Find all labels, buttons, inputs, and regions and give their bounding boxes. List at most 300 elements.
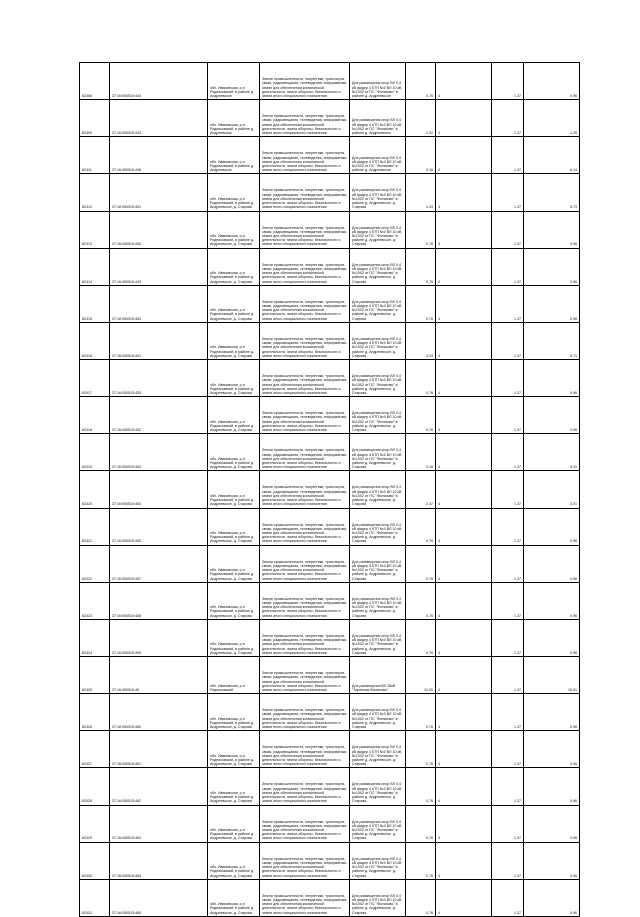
- rate-cell: [491, 806, 523, 842]
- row-number-cell: [79, 806, 109, 842]
- land-category-cell: [259, 583, 349, 619]
- unit-text: 4: [438, 613, 440, 618]
- cadastral-number-cell: [109, 546, 207, 582]
- land-category-cell: [259, 360, 349, 396]
- address-text: обл. Ивановская, р-н Родниковский, в районе д. Андреевское, д. Старова: [210, 865, 255, 878]
- cadastral-number-cell: [109, 768, 207, 804]
- cadastral-number-text: 37:16:050515:457: [112, 576, 141, 581]
- cadastral-number-text: 37:16:050515:454: [112, 465, 141, 470]
- unit-text: 4: [438, 205, 440, 210]
- area-text: 0,76: [426, 428, 433, 433]
- address-cell: [207, 471, 259, 507]
- total-cell: [523, 694, 580, 730]
- area-text: 2,47: [426, 502, 433, 507]
- unit-cell: [435, 806, 491, 842]
- permitted-use-cell: [349, 323, 405, 359]
- cadastral-number-cell: [109, 731, 207, 767]
- rate-text: 1,37: [514, 465, 521, 470]
- unit-text: 4: [438, 836, 440, 841]
- row-number-cell: [79, 174, 109, 210]
- permitted-use-text: Для размещения опор ВЛ 0,4 кВ фидер 4 КТП №0 ВЛ 10 кВ №1002 от ПС "Филисово" в районе д. Андреевское, д. Старова: [352, 745, 402, 767]
- area-cell: [405, 397, 435, 433]
- area-text: 0,76: [426, 762, 433, 767]
- total-text: 0,96: [570, 836, 577, 841]
- total-text: 6,14: [570, 168, 577, 173]
- address-text: обл. Ивановская, р-н Родниковский, в районе д. Андреевское, д. Старова: [210, 568, 255, 581]
- total-text: 0,96: [570, 873, 577, 878]
- total-text: 0,96: [570, 242, 577, 247]
- rate-text: 1,37: [514, 205, 521, 210]
- land-category-text: Земли промышленности, энергетики, транспорта, связи, радиовещания, телевидения, информатики, земли для обеспечения космической деятельности, земли обороны, безопасности и земли иного специального назначения: [262, 745, 348, 767]
- total-text: 0,96: [570, 725, 577, 730]
- permitted-use-cell: [349, 731, 405, 767]
- land-category-text: Земли промышленности, энергетики, транспорта, связи, радиовещания, телевидения, информатики, земли для обеспечения космической деятельности, земли обороны, безопасности и земли иного специального назначения: [262, 485, 348, 507]
- row-number-text: 82421: [82, 539, 92, 544]
- land-category-cell: [259, 249, 349, 285]
- unit-cell: [435, 397, 491, 433]
- land-category-cell: [259, 471, 349, 507]
- area-text: 0,76: [426, 390, 433, 395]
- rate-text: 1,37: [514, 353, 521, 358]
- table-row: [79, 880, 580, 917]
- area-text: 0,76: [426, 279, 433, 284]
- row-number-cell: [79, 360, 109, 396]
- cadastral-number-text: 37:16:050515:460: [112, 725, 141, 730]
- cadastral-number-cell: [109, 63, 207, 99]
- cadastral-number-cell: [109, 397, 207, 433]
- rate-text: 1,37: [514, 576, 521, 581]
- table-row: [79, 843, 580, 880]
- land-category-cell: [259, 286, 349, 322]
- row-number-cell: [79, 286, 109, 322]
- land-category-cell: [259, 843, 349, 879]
- cadastral-number-cell: [109, 471, 207, 507]
- address-text: обл. Ивановская, р-н Родниковский, в районе д. Андреевское, д. Старова: [210, 790, 255, 804]
- cadastral-number-text: 37:16:050515:452: [112, 428, 141, 433]
- unit-text: 4: [438, 539, 440, 544]
- address-text: обл. Ивановская, р-н Родниковский, в районе д. Андреевское, д. Старова: [210, 753, 255, 767]
- land-category-text: Земли промышленности, энергетики, транспорта, связи, радиовещания, телевидения, информатики, земли для обеспечения космической деятельности, земли обороны, безопасности и земли иного специального назначения: [262, 262, 348, 284]
- cadastral-number-text: 37:16:050515:459: [112, 650, 141, 655]
- address-text: обл. Ивановская, р-н Родниковский, в районе д. Андреевское, д. Старова: [210, 419, 255, 433]
- address-cell: [207, 434, 259, 470]
- cadastral-number-cell: [109, 694, 207, 730]
- permitted-use-cell: [349, 212, 405, 248]
- land-category-cell: [259, 806, 349, 842]
- total-cell: [523, 434, 580, 470]
- cadastral-number-text: 37:16:050515:465: [112, 910, 141, 915]
- total-cell: [523, 731, 580, 767]
- address-text: обл. Ивановская, р-н Родниковский, в районе д. Андреевское, д. Старова: [210, 345, 255, 358]
- cadastral-number-text: 37:16:050515:462: [112, 799, 141, 804]
- table-row: [79, 100, 580, 137]
- row-number-text: 82417: [82, 390, 92, 395]
- land-category-cell: [259, 397, 349, 433]
- total-cell: [523, 546, 580, 582]
- unit-text: 4: [438, 650, 440, 655]
- land-category-text: Земли промышленности, энергетики, транспорта, связи, радиовещания, телевидения, информатики, земли для обеспечения космической деятельности, земли обороны, безопасности и земли иного специального назначения: [262, 225, 348, 247]
- rate-cell: [491, 249, 523, 285]
- total-cell: [523, 583, 580, 619]
- unit-cell: [435, 174, 491, 210]
- unit-text: 4: [438, 428, 440, 433]
- permitted-use-cell: [349, 360, 405, 396]
- total-cell: [523, 212, 580, 248]
- address-text: обл. Ивановская, р-н Родниковский, в районе д. Андреевское, д. Старова: [210, 271, 255, 284]
- address-cell: [207, 212, 259, 248]
- row-number-text: 82425: [82, 687, 92, 692]
- table-row: [79, 546, 580, 583]
- area-cell: [405, 471, 435, 507]
- cadastral-number-text: 37:16:050515:455: [112, 390, 141, 395]
- cadastral-number-cell: [109, 583, 207, 619]
- unit-cell: [435, 360, 491, 396]
- address-text: обл. Ивановская, р-н Родниковский, в районе д. Андреевское: [210, 159, 255, 173]
- rate-text: 1,37: [514, 873, 521, 878]
- land-category-cell: [259, 546, 349, 582]
- cadastral-number-cell: [109, 843, 207, 879]
- area-text: 4,33: [426, 205, 433, 210]
- permitted-use-text: Для размещения опор ВЛ 0,4 кВ фидер 4 КТП №0 ВЛ 10 кВ №1002 от ПС "Филисово" в районе д. Андреевское: [352, 81, 402, 98]
- total-text: 5,73: [570, 205, 577, 210]
- area-text: 3,16: [426, 168, 433, 173]
- rate-text: 1,37: [514, 168, 521, 173]
- address-cell: [207, 286, 259, 322]
- address-text: обл. Ивановская, р-н Родниковский, в районе д. Андреевское, д. Старова: [210, 308, 255, 321]
- address-cell: [207, 63, 259, 99]
- table-row: [79, 768, 580, 805]
- total-cell: [523, 360, 580, 396]
- area-cell: [405, 286, 435, 322]
- table-row: [79, 509, 580, 546]
- address-cell: [207, 583, 259, 619]
- rate-text: 1,37: [514, 539, 521, 544]
- total-text: 0,96: [570, 613, 577, 618]
- row-number-text: 82408: [82, 93, 92, 98]
- rate-cell: [491, 397, 523, 433]
- unit-text: 4: [438, 168, 440, 173]
- permitted-use-cell: [349, 806, 405, 842]
- unit-cell: [435, 583, 491, 619]
- address-text: обл. Ивановская, р-н Родниковский, в районе д. Андреевское, д. Старова: [210, 828, 255, 841]
- area-cell: [405, 137, 435, 173]
- unit-cell: [435, 212, 491, 248]
- area-text: 2,02: [426, 131, 433, 136]
- total-text: 0,96: [570, 650, 577, 655]
- unit-cell: [435, 843, 491, 879]
- cadastral-number-text: 37:16:050515:449: [112, 279, 141, 284]
- area-cell: [405, 509, 435, 545]
- total-text: 0,96: [570, 576, 577, 581]
- land-category-cell: [259, 657, 349, 693]
- row-number-cell: [79, 137, 109, 173]
- area-text: 0,76: [426, 910, 433, 915]
- address-text: обл. Ивановская, р-н Родниковский, в районе д. Андреевское, д. Старова: [210, 902, 255, 915]
- address-cell: [207, 174, 259, 210]
- area-text: 0,76: [426, 725, 433, 730]
- land-plots-table: [79, 62, 580, 915]
- total-text: 0,96: [570, 799, 577, 804]
- unit-text: 4: [438, 353, 440, 358]
- table-row: [79, 249, 580, 286]
- permitted-use-cell: [349, 620, 405, 656]
- cadastral-number-cell: [109, 323, 207, 359]
- row-number-text: 82430: [82, 873, 92, 878]
- table-row: [79, 657, 580, 694]
- area-text: 0,76: [426, 613, 433, 618]
- permitted-use-cell: [349, 583, 405, 619]
- address-text: обл. Ивановская, р-н Родниковский, в районе д. Андреевское, д. Старова: [210, 531, 255, 544]
- land-category-text: Земли промышленности, энергетики, транспорта, связи, радиовещания, телевидения, информатики, земли для обеспечения космической деятельности, земли обороны, безопасности и земли иного специального назначения: [262, 893, 348, 915]
- unit-cell: [435, 323, 491, 359]
- total-cell: [523, 137, 580, 173]
- land-category-cell: [259, 731, 349, 767]
- total-cell: [523, 806, 580, 842]
- land-category-text: Земли промышленности, энергетики, транспорта, связи, радиовещания, телевидения, информатики, земли для обеспечения космической деятельности, земли обороны, безопасности и земли иного специального назначения: [262, 596, 348, 618]
- area-cell: [405, 620, 435, 656]
- unit-cell: [435, 100, 491, 136]
- row-number-cell: [79, 620, 109, 656]
- row-number-text: 82431: [82, 910, 92, 915]
- land-category-text: Земли промышленности, энергетики, транспорта, связи, радиовещания, телевидения, информатики, земли для обеспечения космической деятельности, земли обороны, безопасности и земли иного специального назначения: [262, 77, 348, 98]
- rate-cell: [491, 694, 523, 730]
- rate-text: 1,37: [514, 390, 521, 395]
- cadastral-number-cell: [109, 806, 207, 842]
- cadastral-number-cell: [109, 249, 207, 285]
- address-text: обл. Ивановская, р-н Родниковский, в районе д. Андреевское: [210, 122, 255, 136]
- row-number-text: 82414: [82, 279, 92, 284]
- area-cell: [405, 100, 435, 136]
- total-text: 3,01: [570, 502, 577, 507]
- land-category-text: Земли промышленности, энергетики, транспорта, связи, радиовещания, телевидения, информатики, земли для обеспечения космической деятельности, земли обороны, безопасности и земли иного специального назначения: [262, 633, 348, 655]
- address-cell: [207, 397, 259, 433]
- unit-text: 4: [438, 279, 440, 284]
- permitted-use-text: Для размещения опор ВЛ 0,4 кВ фидер 4 КТП №0 ВЛ 10 кВ №1002 от ПС "Филисово" в районе д. Андреевское, д. Старова: [352, 262, 402, 284]
- table-row: [79, 806, 580, 843]
- rate-text: 1,37: [514, 316, 521, 321]
- land-category-text: Земли промышленности, энергетики, транспорта, связи, радиовещания, телевидения, информатики, земли для обеспечения космической деятельности, земли обороны, безопасности и земли иного специального назначения: [262, 671, 348, 692]
- row-number-cell: [79, 509, 109, 545]
- cadastral-number-text: 37:16:050515:458: [112, 613, 141, 618]
- total-cell: [523, 657, 580, 693]
- cadastral-number-cell: [109, 620, 207, 656]
- permitted-use-text: Для размещения опор ВЛ 0,4 кВ фидер 4 КТП №0 ВЛ 10 кВ №1002 от ПС "Филисово" в районе д. Андреевское, д. Старова: [352, 411, 402, 433]
- total-cell: [523, 471, 580, 507]
- unit-text: 4: [438, 93, 440, 98]
- unit-cell: [435, 286, 491, 322]
- rate-text: 1,37: [514, 910, 521, 915]
- permitted-use-text: Для размещения опор ВЛ 0,4 кВ фидер 4 КТП №0 ВЛ 10 кВ №1002 от ПС "Филисово" в районе д. Андреевское, д. Старова: [352, 225, 402, 247]
- unit-text: 4: [438, 465, 440, 470]
- permitted-use-cell: [349, 768, 405, 804]
- address-cell: [207, 843, 259, 879]
- row-number-text: 82411: [82, 168, 92, 173]
- area-text: 0,76: [426, 93, 433, 98]
- row-number-text: 82415: [82, 316, 92, 321]
- cadastral-number-cell: [109, 360, 207, 396]
- rate-cell: [491, 843, 523, 879]
- permitted-use-text: Для размещения опор ВЛ 0,4 кВ фидер 4 КТП №0 ВЛ 10 кВ №1002 от ПС "Филисово" в районе д. Андреевское, д. Старова: [352, 522, 402, 544]
- row-number-cell: [79, 100, 109, 136]
- rate-cell: [491, 323, 523, 359]
- land-category-text: Земли промышленности, энергетики, транспорта, связи, радиовещания, телевидения, информатики, земли для обеспечения космической деятельности, земли обороны, безопасности и земли иного специального назначения: [262, 188, 348, 210]
- row-number-text: 82412: [82, 205, 92, 210]
- address-cell: [207, 100, 259, 136]
- area-cell: [405, 880, 435, 916]
- unit-cell: [435, 694, 491, 730]
- row-number-cell: [79, 397, 109, 433]
- rate-text: 1,37: [514, 762, 521, 767]
- area-cell: [405, 843, 435, 879]
- address-cell: [207, 880, 259, 916]
- area-cell: [405, 323, 435, 359]
- rate-text: 1,37: [514, 650, 521, 655]
- row-number-text: 82419: [82, 465, 92, 470]
- address-text: обл. Ивановская, р-н Родниковский, в районе д. Андреевское, д. Старова: [210, 234, 255, 247]
- rate-text: 1,37: [514, 799, 521, 804]
- row-number-cell: [79, 731, 109, 767]
- area-cell: [405, 434, 435, 470]
- rate-cell: [491, 768, 523, 804]
- address-cell: [207, 249, 259, 285]
- permitted-use-cell: [349, 174, 405, 210]
- address-text: обл. Ивановская, р-н Родниковский, в районе д. Андреевское: [210, 85, 255, 98]
- row-number-cell: [79, 249, 109, 285]
- land-category-cell: [259, 880, 349, 916]
- land-category-cell: [259, 100, 349, 136]
- table-row: [79, 583, 580, 620]
- permitted-use-text: Для размещения опор ВЛ 0,4 кВ фидер 4 КТП №0 ВЛ 10 кВ №1002 от ПС "Филисово" в районе д. Андреевское, д. Старова: [352, 485, 402, 507]
- total-text: 0,96: [570, 279, 577, 284]
- area-text: 12,00: [424, 687, 433, 692]
- land-category-text: Земли промышленности, энергетики, транспорта, связи, радиовещания, телевидения, информатики, земли для обеспечения космической деятельности, земли обороны, безопасности и земли иного специального назначения: [262, 819, 348, 841]
- permitted-use-cell: [349, 249, 405, 285]
- permitted-use-text: Для размещения опор ВЛ 0,4 кВ фидер 4 КТП №0 ВЛ 10 кВ №1002 от ПС "Филисово" в районе д. Андреевское, д. Старова: [352, 708, 402, 730]
- unit-text: 4: [438, 762, 440, 767]
- cadastral-number-text: 37:16:050515:46: [112, 687, 139, 692]
- rate-cell: [491, 100, 523, 136]
- permitted-use-cell: [349, 880, 405, 916]
- address-cell: [207, 768, 259, 804]
- permitted-use-cell: [349, 843, 405, 879]
- cadastral-number-cell: [109, 100, 207, 136]
- land-category-cell: [259, 509, 349, 545]
- row-number-text: 82428: [82, 799, 92, 804]
- unit-cell: [435, 546, 491, 582]
- total-text: 16,51: [568, 687, 577, 692]
- total-text: 0,96: [570, 539, 577, 544]
- land-category-text: Земли промышленности, энергетики, транспорта, связи, радиовещания, телевидения, информатики, земли для обеспечения космической деятельности, земли обороны, безопасности и земли иного специального назначения: [262, 448, 348, 470]
- unit-cell: [435, 434, 491, 470]
- cadastral-number-cell: [109, 286, 207, 322]
- area-text: 3,16: [426, 465, 433, 470]
- total-text: 5,71: [570, 353, 577, 358]
- land-category-text: Земли промышленности, энергетики, транспорта, связи, радиовещания, телевидения, информатики, земли для обеспечения космической деятельности, земли обороны, безопасности и земли иного специального назначения: [262, 336, 348, 358]
- area-cell: [405, 212, 435, 248]
- table-row: [79, 323, 580, 360]
- area-cell: [405, 360, 435, 396]
- row-number-text: 82418: [82, 428, 92, 433]
- rate-cell: [491, 137, 523, 173]
- rate-text: 1,37: [514, 687, 521, 692]
- permitted-use-text: Для размещения опор ВЛ 0,4 кВ фидер 4 КТП №0 ВЛ 10 кВ №1002 от ПС "Филисово" в районе д. Андреевское, д. Старова: [352, 819, 402, 841]
- total-text: 0,96: [570, 428, 577, 433]
- address-cell: [207, 360, 259, 396]
- cadastral-number-text: 37:16:050515:461: [112, 762, 141, 767]
- cadastral-number-cell: [109, 657, 207, 693]
- area-text: 0,76: [426, 650, 433, 655]
- address-text: обл. Ивановская, р-н Родниковский, в районе д. Андреевское, д. Старова: [210, 716, 255, 730]
- address-cell: [207, 137, 259, 173]
- unit-text: 4: [438, 910, 440, 915]
- address-text: обл. Ивановская, р-н Родниковский, в районе д. Андреевское, д. Старова: [210, 493, 255, 507]
- land-category-text: Земли промышленности, энергетики, транспорта, связи, радиовещания, телевидения, информатики, земли для обеспечения космической деятельности, земли обороны, безопасности и земли иного специального назначения: [262, 374, 348, 395]
- permitted-use-text: Для размещения опор ВЛ 0,4 кВ фидер 4 КТП №0 ВЛ 10 кВ №1002 от ПС "Филисово" в районе д. Андреевское, д. Старова: [352, 633, 402, 655]
- row-number-text: 82426: [82, 725, 92, 730]
- area-cell: [405, 63, 435, 99]
- cadastral-number-text: 37:16:050515:444: [112, 93, 141, 98]
- total-text: 0,96: [570, 316, 577, 321]
- unit-cell: [435, 63, 491, 99]
- area-cell: [405, 657, 435, 693]
- permitted-use-text: Для размещения опор ВЛ 0,4 кВ фидер 4 КТП №0 ВЛ 10 кВ №1002 от ПС "Филисово" в районе д. Андреевское: [352, 155, 402, 173]
- land-category-text: Земли промышленности, энергетики, транспорта, связи, радиовещания, телевидения, информатики, земли для обеспечения космической деятельности, земли обороны, безопасности и земли иного специального назначения: [262, 782, 348, 804]
- address-text: обл. Ивановская, р-н Родниковский, в районе д. Андреевское, д. Старова: [210, 456, 255, 470]
- area-cell: [405, 583, 435, 619]
- total-text: 0,96: [570, 762, 577, 767]
- table-row: [79, 620, 580, 657]
- row-number-text: 82413: [82, 242, 92, 247]
- cadastral-number-text: 37:16:050515:463: [112, 836, 141, 841]
- row-number-cell: [79, 657, 109, 693]
- land-category-cell: [259, 768, 349, 804]
- rate-text: 1,37: [514, 279, 521, 284]
- row-number-cell: [79, 843, 109, 879]
- row-number-text: 82422: [82, 576, 92, 581]
- permitted-use-text: Для размещения опор ВЛ 0,4 кВ фидер 4 КТП №0 ВЛ 10 кВ №1002 от ПС "Филисово" в районе д. Андреевское, д. Старова: [352, 596, 402, 618]
- total-cell: [523, 880, 580, 916]
- permitted-use-cell: [349, 397, 405, 433]
- unit-text: 4: [438, 131, 440, 136]
- total-cell: [523, 100, 580, 136]
- total-text: 0,96: [570, 390, 577, 395]
- permitted-use-cell: [349, 137, 405, 173]
- total-text: 0,96: [570, 93, 577, 98]
- area-text: 0,76: [426, 242, 433, 247]
- cadastral-number-cell: [109, 137, 207, 173]
- unit-cell: [435, 768, 491, 804]
- rate-text: 1,37: [514, 725, 521, 730]
- land-category-text: Земли промышленности, энергетики, транспорта, связи, радиовещания, телевидения, информатики, земли для обеспечения космической деятельности, земли обороны, безопасности и земли иного специального назначения: [262, 856, 348, 878]
- permitted-use-cell: [349, 471, 405, 507]
- land-category-text: Земли промышленности, энергетики, транспорта, связи, радиовещания, телевидения, информатики, земли для обеспечения космической деятельности, земли обороны, безопасности и земли иного специального назначения: [262, 708, 348, 730]
- total-cell: [523, 174, 580, 210]
- table-row: [79, 397, 580, 434]
- permitted-use-cell: [349, 694, 405, 730]
- rate-text: 1,37: [514, 836, 521, 841]
- address-text: обл. Ивановская, р-н Родниковский, в районе д. Андреевское, д. Старова: [210, 196, 255, 210]
- unit-cell: [435, 249, 491, 285]
- permitted-use-text: Для размещения опор ВЛ 0,4 кВ фидер 4 КТП №0 ВЛ 10 кВ №1002 от ПС "Филисово" в районе д. Андреевское, д. Старова: [352, 856, 402, 878]
- rate-cell: [491, 471, 523, 507]
- permitted-use-text: Для размещения опор ВЛ 0,4 кВ фидер 4 КТП №0 ВЛ 10 кВ №1002 от ПС "Филисово" в районе д. Андреевское, д. Старова: [352, 893, 402, 915]
- area-text: 0,76: [426, 799, 433, 804]
- permitted-use-cell: [349, 286, 405, 322]
- land-category-cell: [259, 323, 349, 359]
- permitted-use-text: Для размещения опор ВЛ 0,4 кВ фидер 4 КТП №0 ВЛ 10 кВ №1002 от ПС "Филисово" в районе д. Андреевское, д. Старова: [352, 188, 402, 210]
- row-number-cell: [79, 323, 109, 359]
- unit-text: 4: [438, 316, 440, 321]
